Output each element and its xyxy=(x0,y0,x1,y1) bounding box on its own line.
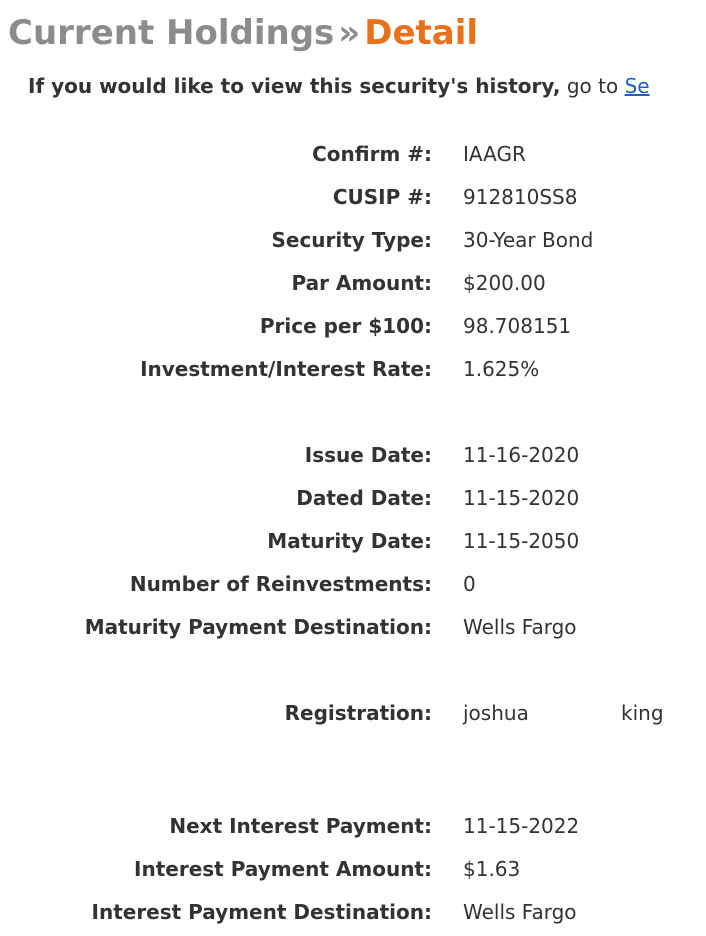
par-amount-value: $200.00 xyxy=(463,271,546,295)
next-interest-label: Next Interest Payment: xyxy=(169,814,432,838)
title-current-holdings: Current Holdings xyxy=(8,13,335,53)
maturity-destination-label: Maturity Payment Destination: xyxy=(84,615,432,639)
detail-row-price xyxy=(0,311,706,341)
detail-row-interest-destination xyxy=(0,897,706,927)
reinvestments-value: 0 xyxy=(463,572,476,596)
security-type-label: Security Type: xyxy=(271,228,432,252)
detail-row-confirm xyxy=(0,139,706,169)
detail-row-dated-date xyxy=(0,483,706,513)
price-value: 98.708151 xyxy=(463,314,572,338)
title-separator: » xyxy=(338,13,361,53)
par-amount-label: Par Amount: xyxy=(291,271,432,295)
maturity-date-label: Maturity Date: xyxy=(267,529,432,553)
next-interest-value: 11-15-2022 xyxy=(463,814,580,838)
confirm-value: IAAGR xyxy=(463,142,526,166)
interest-amount-label: Interest Payment Amount: xyxy=(134,857,432,881)
title-detail: Detail xyxy=(364,13,479,53)
detail-row-registration xyxy=(0,698,706,728)
registration-first-name: joshua xyxy=(463,701,529,725)
registration-last-name: king xyxy=(621,701,664,725)
security-history-link[interactable]: Se xyxy=(624,74,650,98)
rate-value: 1.625% xyxy=(463,357,540,381)
dated-date-label: Dated Date: xyxy=(296,486,432,510)
interest-amount-value: $1.63 xyxy=(463,857,521,881)
issue-date-value: 11-16-2020 xyxy=(463,443,580,467)
detail-row-maturity-date xyxy=(0,526,706,556)
detail-row-maturity-destination xyxy=(0,612,706,642)
price-label: Price per $100: xyxy=(259,314,432,338)
detail-row-issue-date xyxy=(0,440,706,470)
history-intro-text xyxy=(28,72,650,100)
confirm-label: Confirm #: xyxy=(312,142,432,166)
detail-row-rate xyxy=(0,354,706,384)
reinvestments-label: Number of Reinvestments: xyxy=(129,572,432,596)
issue-date-label: Issue Date: xyxy=(304,443,432,467)
maturity-destination-value: Wells Fargo xyxy=(463,615,577,639)
detail-row-reinvestments xyxy=(0,569,706,599)
detail-row-security-type xyxy=(0,225,706,255)
cusip-value: 912810SS8 xyxy=(463,185,578,209)
detail-row-cusip xyxy=(0,182,706,212)
registration-label: Registration: xyxy=(284,701,432,725)
interest-destination-label: Interest Payment Destination: xyxy=(91,900,432,924)
detail-row-interest-amount xyxy=(0,854,706,884)
history-intro-bold: If you would like to view this security's history, xyxy=(28,74,561,98)
cusip-label: CUSIP #: xyxy=(332,185,432,209)
rate-label: Investment/Interest Rate: xyxy=(140,357,432,381)
security-type-value: 30-Year Bond xyxy=(463,228,594,252)
detail-row-next-interest xyxy=(0,811,706,841)
maturity-date-value: 11-15-2050 xyxy=(463,529,580,553)
detail-row-par-amount xyxy=(0,268,706,298)
history-intro-plain: go to xyxy=(560,74,625,98)
dated-date-value: 11-15-2020 xyxy=(463,486,580,510)
interest-destination-value: Wells Fargo xyxy=(463,900,577,924)
